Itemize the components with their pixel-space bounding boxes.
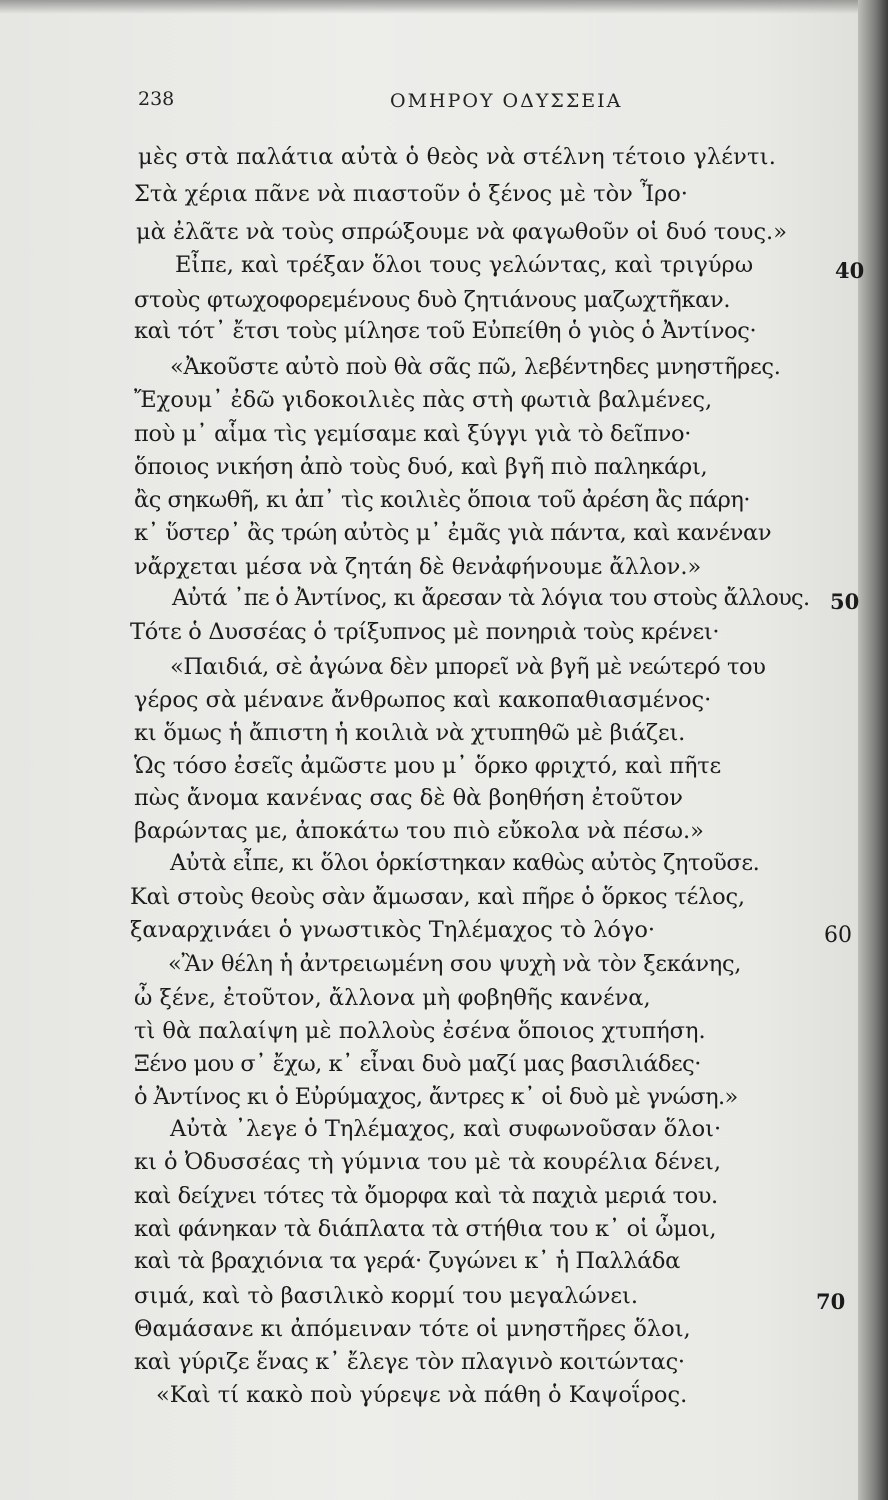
verse-line: τὶ θὰ παλαίψη μὲ πολλοὺς ἐσένα ὅποιος χτυπήση. bbox=[134, 1018, 706, 1044]
running-title: ΟΜΗΡΟΥ ΟΔΥΣΣΕΙΑ bbox=[390, 90, 623, 112]
verse-line: ὁ Ἀντίνος κι ὁ Εὐρύμαχος, ἄντρες κ᾽ οἱ δυὸ μὲ γνώση.» bbox=[134, 1084, 738, 1110]
verse-line: καὶ τότ᾽ ἔτσι τοὺς μίλησε τοῦ Εὐπείθη ὁ γιὸς ὁ Ἀντίνος· bbox=[134, 318, 757, 344]
verse-line: ξαναρχινάει ὁ γνωστικὸς Τηλέμαχος τὸ λόγο· bbox=[130, 917, 656, 943]
page-number: 238 bbox=[138, 88, 175, 110]
verse-line: ὦ ξένε, ἐτοῦτον, ἄλλονα μὴ φοβηθῆς κανένα, bbox=[134, 985, 651, 1011]
verse-line: Ἔχουμ᾽ ἐδῶ γιδοκοιλιὲς πὰς στὴ φωτιὰ βαλμένες, bbox=[134, 387, 713, 413]
verse-line: καὶ τὰ βραχιόνια τα γερά· ζυγώνει κ᾽ ἡ Παλλάδα bbox=[134, 1248, 680, 1274]
verse-line: Τότε ὁ Δυσσέας ὁ τρίξυπνος μὲ πονηριὰ τοὺς κρένει· bbox=[130, 619, 720, 645]
verse-line: «Ἀκοῦστε αὐτὸ ποὺ θὰ σᾶς πῶ, λεβέντηδες μνηστῆρες. bbox=[170, 354, 781, 380]
line-number: 60 bbox=[824, 923, 852, 948]
verse-line: καὶ γύριζε ἕνας κ᾽ ἔλεγε τὸν πλαγινὸ κοιτώντας· bbox=[134, 1349, 685, 1375]
verse-line: ἂς σηκωθῆ, κι ἀπ᾽ τὶς κοιλιὲς ὅποια τοῦ ἀρέση ἂς πάρη· bbox=[134, 487, 751, 513]
verse-line: Εἶπε, καὶ τρέξαν ὅλοι τους γελώντας, καὶ τριγύρω bbox=[175, 252, 754, 278]
verse-line: «Παιδιά, σὲ ἀγώνα δὲν μπορεῖ νὰ βγῆ μὲ νεώτερό του bbox=[170, 654, 766, 680]
verse-line: μὲς στὰ παλάτια αὐτὰ ὁ θεὸς νὰ στέλνη τέτοιο γλέντι. bbox=[138, 144, 777, 170]
verse-line: καὶ φάνηκαν τὰ διάπλατα τὰ στήθια του κ᾽ οἱ ὦμοι, bbox=[134, 1216, 717, 1242]
verse-line: «Ἂν θέλη ἡ ἀντρειωμένη σου ψυχὴ νὰ τὸν ξεκάνης, bbox=[168, 951, 742, 977]
verse-line: κι ὅμως ἡ ἄπιστη ἡ κοιλιὰ νὰ χτυπηθῶ μὲ βιάζει. bbox=[134, 720, 686, 746]
verse-line: Αὐτὰ εἶπε, κι ὅλοι ὁρκίστηκαν καθὼς αὐτὸς ζητοῦσε. bbox=[170, 850, 760, 876]
line-number: 70 bbox=[816, 1289, 846, 1314]
verse-line: βαρώντας με, ἀποκάτω του πιὸ εὔκολα νὰ πέσω.» bbox=[134, 818, 704, 844]
verse-line: Καὶ στοὺς θεοὺς σὰν ἄμωσαν, καὶ πῆρε ὁ ὅρκος τέλος, bbox=[130, 884, 745, 910]
verse-line: γέρος σὰ μένανε ἄνθρωπος καὶ κακοπαθιασμένος· bbox=[134, 687, 712, 713]
verse-line: Αὐτὰ ᾽λεγε ὁ Τηλέμαχος, καὶ συφωνοῦσαν ὅλοι· bbox=[170, 1116, 722, 1142]
verse-line: μὰ ἐλᾶτε νὰ τοὺς σπρώξουμε νὰ φαγωθοῦν οἱ δυό τους.» bbox=[136, 219, 787, 245]
verse-line: ὅποιος νικήση ἀπὸ τοὺς δυό, καὶ βγῆ πιὸ παληκάρι, bbox=[134, 454, 708, 480]
verse-line: Αὐτά ᾽πε ὁ Ἀντίνος, κι ἄρεσαν τὰ λόγια του στοὺς ἄλλους. bbox=[172, 585, 810, 611]
verse-line: νἄρχεται μέσα νὰ ζητάη δὲ θενἀφήνουμε ἄλλον.» bbox=[134, 554, 702, 580]
verse-line: ποὺ μ᾽ αἷμα τὶς γεμίσαμε καὶ ξύγγι γιὰ τὸ δεῖπνο· bbox=[134, 421, 692, 447]
verse-line: πὼς ἄνομα κανένας σας δὲ θὰ βοηθήση ἐτοῦτον bbox=[134, 785, 683, 811]
verse-line: «Καὶ τί κακὸ ποὺ γύρεψε νὰ πάθη ὁ Καψοΐρος. bbox=[156, 1382, 688, 1408]
verse-line: κ᾽ ὕστερ᾽ ἂς τρώη αὐτὸς μ᾽ ἐμᾶς γιὰ πάντα, καὶ κανέναν bbox=[134, 520, 772, 546]
verse-line: Στὰ χέρια πᾶνε νὰ πιαστοῦν ὁ ξένος μὲ τὸν Ἶρο· bbox=[134, 181, 688, 207]
verse-line: κι ὁ Ὀδυσσέας τὴ γύμνια του μὲ τὰ κουρέλια δένει, bbox=[134, 1149, 721, 1175]
verse-line: Ὡς τόσο ἐσεῖς ἀμῶστε μου μ᾽ ὅρκο φριχτό, καὶ πῆτε bbox=[134, 753, 721, 779]
verse-line: στοὺς φτωχοφορεμένους δυὸ ζητιάνους μαζωχτῆκαν. bbox=[134, 287, 731, 313]
book-spine-shadow bbox=[858, 0, 888, 1500]
verse-line: Θαμάσανε κι ἀπόμειναν τότε οἱ μνηστῆρες ὅλοι, bbox=[134, 1316, 691, 1342]
verse-line: Ξένο μου σ᾽ ἔχω, κ᾽ εἶναι δυὸ μαζί μας βασιλιάδες· bbox=[134, 1051, 701, 1077]
line-number: 40 bbox=[835, 258, 865, 283]
top-edge-shadow bbox=[0, 0, 888, 14]
verse-line: καὶ δείχνει τότες τὰ ὄμορφα καὶ τὰ παχιὰ μεριά του. bbox=[134, 1183, 718, 1209]
verse-line: σιμά, καὶ τὸ βασιλικὸ κορμί του μεγαλώνει. bbox=[134, 1283, 638, 1309]
line-number: 50 bbox=[830, 589, 860, 614]
